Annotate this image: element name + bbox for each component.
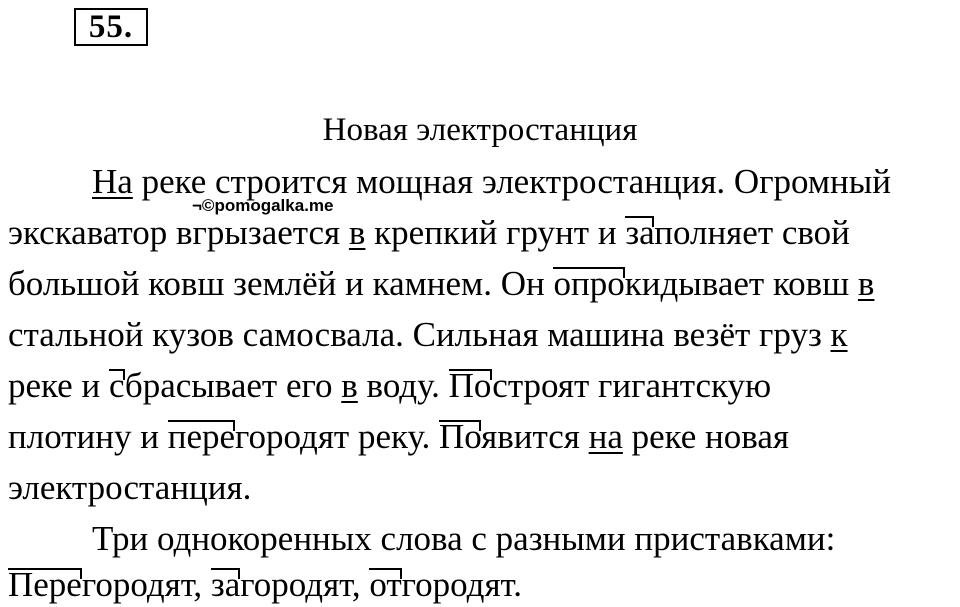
text-fragment: кидывает ковш (624, 264, 858, 303)
preposition-underlined: к (830, 315, 848, 354)
preposition-underlined: в (341, 366, 358, 405)
text-fragment: экскаватор (8, 213, 176, 252)
text-fragment: большой ковш землёй и камнем. Он (8, 264, 554, 303)
text-fragment: городят реку. (235, 417, 440, 456)
text-line-8 (8, 517, 960, 561)
preposition-underlined: на (588, 417, 623, 456)
prefix-marked: По (439, 417, 482, 456)
watermark: ¬©pomogalka.me (192, 196, 334, 215)
text-fragment: крепкий грунт и (365, 213, 626, 252)
text-fragment (340, 213, 349, 252)
text-line-2 (8, 211, 960, 255)
text-title: Новая электростанция (322, 112, 638, 148)
prefix-marked: опро (553, 264, 625, 303)
text-fragment: городят, (81, 565, 211, 604)
prefix-marked: Пере (8, 565, 82, 604)
text-line-5 (8, 364, 960, 408)
text-fragment: реке строится мощная электростанция. Огромный (132, 162, 892, 201)
preposition-underlined: На (92, 162, 133, 201)
prefix-marked: пере (167, 417, 236, 456)
text-fragment: стальной кузов самосвала. Сильная машина везёт груз (8, 315, 831, 354)
text-line-3 (8, 262, 960, 306)
word-vgryzaetsya: вгрызается (175, 213, 341, 252)
prefix-marked: за (210, 565, 241, 604)
text-fragment: электростанция. (8, 468, 252, 507)
text-line-4 (8, 313, 960, 357)
prefix-marked: По (448, 366, 493, 405)
text-line-7 (8, 466, 960, 510)
text-fragment: явится (481, 417, 589, 456)
exercise-number: 55. (74, 8, 148, 46)
text-fragment: воду. (357, 366, 449, 405)
text-fragment: реке новая (622, 417, 789, 456)
text-fragment: городят. (401, 565, 522, 604)
text-fragment: плотину и (8, 417, 168, 456)
prefix-marked: от (369, 565, 402, 604)
text-line-6 (8, 415, 960, 459)
text-line-9 (8, 563, 960, 607)
text-fragment: Три однокоренных слова с разными приставками: (92, 519, 836, 558)
text-fragment: городят, (240, 565, 370, 604)
text-fragment: полняет свой (654, 213, 850, 252)
text-line-1 (8, 160, 960, 204)
preposition-underlined: в (348, 213, 366, 252)
text-fragment: брасывает его (124, 366, 342, 405)
preposition-underlined: в (857, 264, 875, 303)
prefix-marked: с (108, 366, 125, 405)
text-fragment: строят гигантскую (492, 366, 772, 405)
text-fragment: реке и (8, 366, 109, 405)
prefix-marked: за (625, 213, 655, 252)
